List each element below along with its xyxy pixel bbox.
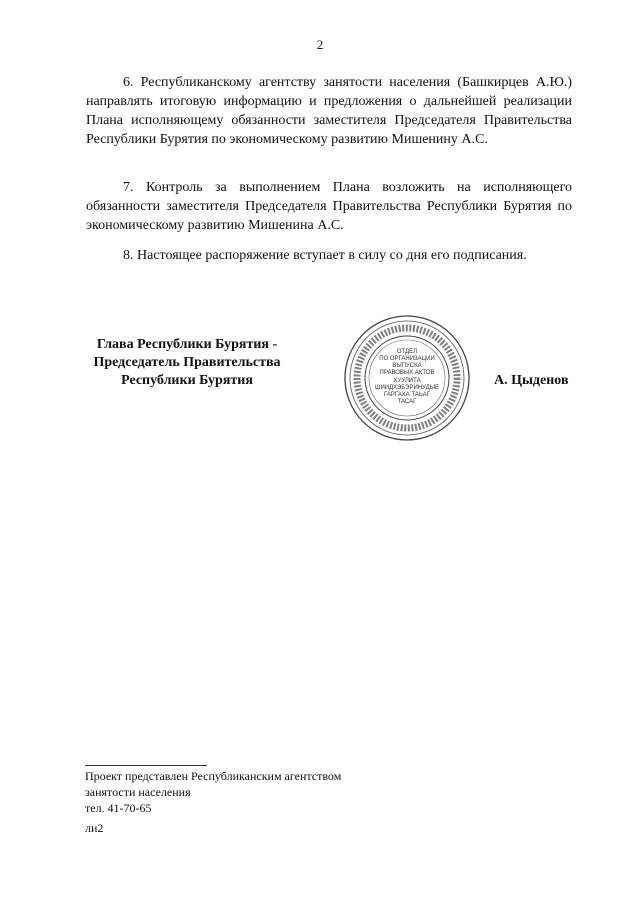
paragraph-6: 6. Республиканскому агентству занятости населения (Башкирцев А.Ю.) направлять итоговую информацию и предложения о дальнейшей реализации Плана исполняющему обязанности заместителя Председателя Правительства Республики Бурятия по экономическому развитию Мишенину А.С. xyxy=(86,75,572,147)
footnote-phone: тел. 41-70-65 xyxy=(85,801,152,815)
seal-line-7: ГАРГАХА ТАЬАГ xyxy=(384,392,430,398)
seal-line-3: ВЫПУСКА xyxy=(392,363,422,369)
footnote-line-1: Проект представлен Республиканским агентством xyxy=(85,769,342,783)
footnote-line-2: занятости населения xyxy=(85,785,191,799)
paragraph-8: 8. Настоящее распоряжение вступает в силу со дня его подписания. xyxy=(123,248,527,263)
official-seal xyxy=(342,313,472,443)
seal-line-5: ХУУЛИТА xyxy=(393,378,421,384)
seal-line-8: ТАСАГ xyxy=(397,399,417,405)
footnote xyxy=(85,768,341,816)
page-number: 2 xyxy=(316,37,324,52)
signatory-name: А. Цыденов xyxy=(494,373,569,388)
paragraph-7: 7. Контроль за выполнением Плана возложить на исполняющего обязанности заместителя Председателя Правительства Республики Бурятия по экономическому развитию Мишенина А.С. xyxy=(86,180,572,233)
signatory-title xyxy=(82,336,292,390)
signatory-title-line-3: Республики Бурятия xyxy=(121,373,253,388)
seal-line-1: ОТДЕЛ xyxy=(396,349,418,355)
seal-line-4: ПРАВОВЫХ АКТОВ xyxy=(379,370,435,376)
seal-line-6: ШИИДХЭБЭРИНУДЫЕ xyxy=(374,385,440,391)
signatory-title-line-2: Председатель Правительства xyxy=(93,355,281,370)
signatory-title-line-1: Глава Республики Бурятия - xyxy=(96,337,278,352)
seal-line-2: ПО ОРГАНИЗАЦИИ xyxy=(379,356,435,362)
footnote-divider xyxy=(85,765,207,766)
document-code: ли2 xyxy=(85,821,104,835)
